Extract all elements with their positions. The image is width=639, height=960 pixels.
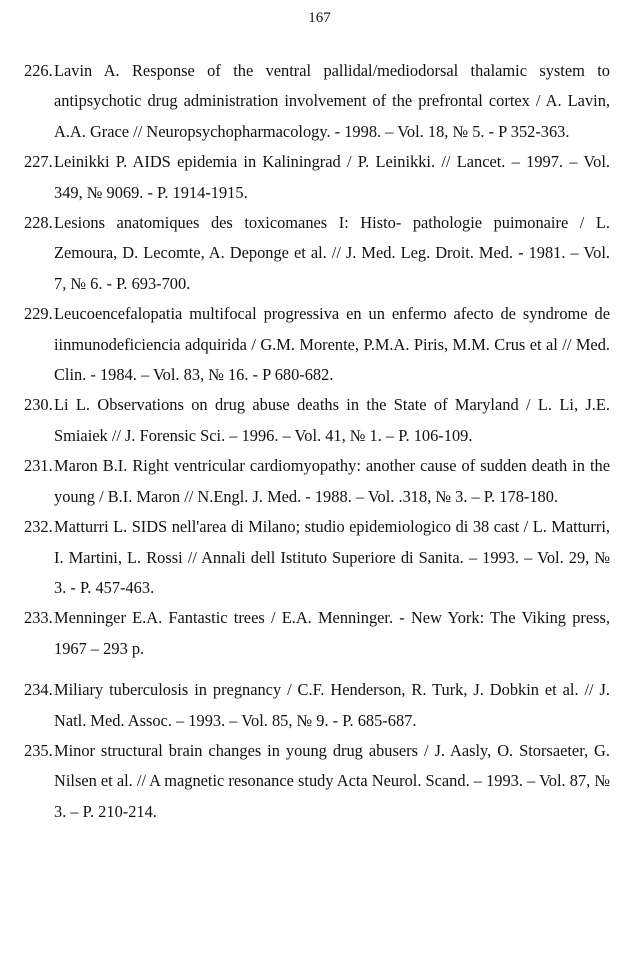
reference-item [24,208,610,299]
reference-number: 229. [24,304,53,324]
reference-item [24,603,610,664]
reference-number: 226. [24,61,53,80]
reference-item [24,512,610,603]
reference-list [0,56,639,827]
reference-item [24,390,610,451]
reference-item [24,675,610,736]
reference-text: Maron B.I. Right ventricular cardiomyopathy: another cause of sudden death in the young / B.I. Maron // N.Engl. J. Med. - 1988. – Vol. .318, № 3. – P. 178-180. [54,456,610,506]
reference-number: 231. [24,456,53,476]
reference-number: 227. [24,152,53,172]
reference-number: 235. [24,740,53,760]
reference-item [24,299,610,390]
reference-text: Leucoencefalopatia multifocal progressiva en un enfermo afecto de syndrome de iinmunodeficiencia adquirida / G.M. Morente, P.M.A. Piris, M.M. Crus et al // Med. Clin. - 1984. – Vol. 83, № 16. - P 680-682. [54,304,610,385]
reference-item [24,736,610,827]
reference-item [24,147,610,208]
reference-text: Leinikki P. AIDS epidemia in Kaliningrad / P. Leinikki. // Lancet. – 1997. – Vol. 349, № 9069. - P. 1914-1915. [54,152,610,202]
reference-number: 233. [24,608,53,628]
reference-item [24,56,610,147]
reference-text: Matturri L. SIDS nell'area di Milano; studio epidemiologico di 38 cast / L. Matturri, I. Martini, L. Rossi // Annali dell Istituto Superiore di Sanita. – 1993. – Vol. 29, № 3. - P. 457-463. [54,517,610,597]
reference-text: Lesions anatomiques des toxicomanes I: Histo- pathologie puimonaire / L. Zemoura, D. Lecomte, A. Deponge et al. // J. Med. Leg. Droit. Med. - 1981. – Vol. 7, № 6. - P. 693-700. [54,213,610,293]
reference-text: Li L. Observations on drug abuse deaths in the State of Maryland / L. Li, J.E. Smiaiek // J. Forensic Sci. – 1996. – Vol. 41, № 1. – P. 106-109. [54,395,610,445]
reference-number: 230. [24,395,53,415]
reference-item [24,451,610,512]
reference-text: Miliary tuberculosis in pregnancy / C.F. Henderson, R. Turk, J. Dobkin et al. // J. Natl. Med. Assoc. – 1993. – Vol. 85, № 9. - P. 685-687. [54,680,610,730]
reference-number: 228. [24,213,53,233]
page-number: 167 [308,10,331,26]
reference-text: Menninger E.A. Fantastic trees / E.A. Menninger. - New York: The Viking press, 1967 – 293 p. [54,608,610,658]
reference-text: Minor structural brain changes in young drug abusers / J. Aasly, O. Storsaeter, G. Nilsen et al. // A magnetic resonance study Acta Neurol. Scand. – 1993. – Vol. 87, № 3. – P. 210-214. [54,740,610,821]
reference-text: Lavin A. Response of the ventral pallidal/mediodorsal thalamic system to antipsychotic drug administration involvement of the prefrontal cortex / A. Lavin, A.A. Grace // Neuropsychopharmacology. - 1998. – Vol. 18, № 5. - P 352-363. [54,61,610,141]
reference-number: 232. [24,517,53,537]
reference-number: 234. [24,680,53,700]
